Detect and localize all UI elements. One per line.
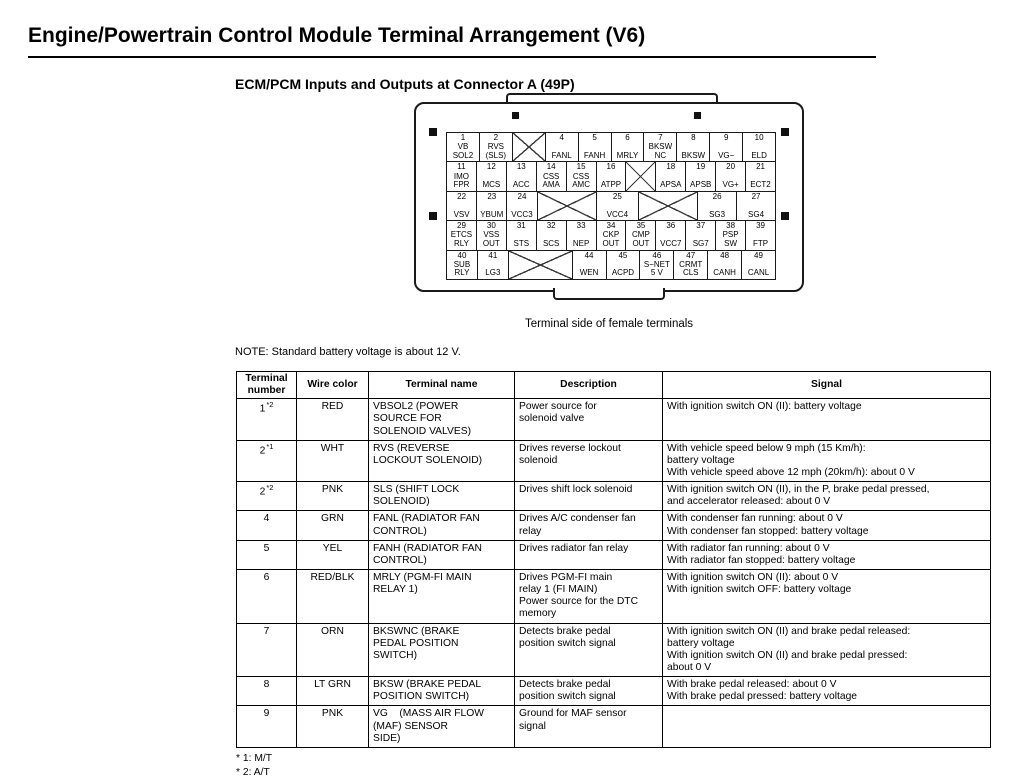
cell-terminal-name: MRLY (PGM-FI MAIN RELAY 1) bbox=[369, 569, 515, 623]
cell-wire-color: YEL bbox=[297, 540, 369, 569]
cell-signal: With radiator fan running: about 0 V With radiator fan stopped: battery voltage bbox=[663, 540, 991, 569]
terminal-cell-29 bbox=[446, 220, 477, 250]
terminal-number: 12 bbox=[486, 162, 496, 172]
table-row bbox=[237, 482, 991, 511]
terminal-number: 27 bbox=[751, 191, 761, 201]
terminal-label: VCC7 bbox=[660, 239, 682, 248]
terminal-table-section bbox=[236, 371, 990, 780]
terminal-number: 2 bbox=[493, 133, 499, 142]
terminal-cell-2 bbox=[479, 132, 513, 162]
cell-terminal-name: SLS (SHIFT LOCK SOLENOID) bbox=[369, 482, 515, 511]
terminal-cell-15 bbox=[566, 161, 597, 191]
terminal-number: 37 bbox=[696, 221, 706, 231]
terminal-cell-6 bbox=[611, 132, 645, 162]
table-row bbox=[237, 706, 991, 747]
terminal-label: SG7 bbox=[692, 239, 709, 248]
cell-wire-color: RED/BLK bbox=[297, 569, 369, 623]
header-terminal-name: Terminal name bbox=[369, 372, 515, 399]
terminal-row bbox=[446, 250, 776, 280]
terminal-row bbox=[446, 220, 776, 250]
terminal-number: 14 bbox=[546, 162, 556, 172]
terminal-label: BKSW NC bbox=[648, 142, 673, 160]
connector-heading: ECM/PCM Inputs and Outputs at Connector A (49P) bbox=[235, 76, 575, 92]
unused-terminal-cell bbox=[537, 191, 597, 221]
terminal-label: VSS OUT bbox=[482, 230, 500, 248]
terminal-cell-30 bbox=[476, 220, 507, 250]
terminal-number: 39 bbox=[756, 221, 765, 231]
terminal-number: 5 bbox=[592, 133, 597, 142]
terminal-label: MCS bbox=[482, 180, 501, 190]
terminal-cell-38 bbox=[715, 220, 746, 250]
terminal-label: S−NET 5 V bbox=[643, 259, 670, 278]
terminal-number: 9 bbox=[723, 133, 729, 142]
terminal-number: 40 bbox=[457, 250, 467, 260]
terminal-label: NEP bbox=[572, 239, 590, 248]
cell-terminal-number: 5 bbox=[237, 540, 297, 569]
terminal-label: CANH bbox=[713, 268, 736, 278]
terminal-cell-18 bbox=[655, 161, 686, 191]
cell-wire-color: LT GRN bbox=[297, 677, 369, 706]
cell-terminal-name: BKSWNC (BRAKE PEDAL POSITION SWITCH) bbox=[369, 623, 515, 677]
cell-terminal-number: 2$^{*2}$ bbox=[237, 482, 297, 511]
cell-signal: With ignition switch ON (II) and brake pedal released: battery voltage With ignition switch ON (II) and brake pedal pressed: about 0 V bbox=[663, 623, 991, 677]
cell-terminal-number: 4 bbox=[237, 511, 297, 540]
terminal-number: 41 bbox=[488, 250, 498, 260]
terminal-label: APSA bbox=[660, 180, 682, 190]
terminal-cell-7 bbox=[643, 132, 677, 162]
terminal-number: 21 bbox=[756, 162, 765, 172]
terminal-label: IMO FPR bbox=[453, 171, 470, 190]
terminal-cell-11 bbox=[446, 161, 477, 191]
terminal-number: 33 bbox=[576, 221, 586, 231]
connector-clip-right-bottom bbox=[781, 212, 789, 220]
table-row bbox=[237, 623, 991, 677]
cell-signal: With ignition switch ON (II): about 0 V With ignition switch OFF: battery voltage bbox=[663, 569, 991, 623]
terminal-cell-32 bbox=[536, 220, 567, 250]
terminal-label: ETCS RLY bbox=[450, 230, 473, 248]
cell-terminal-name: VBSOL2 (POWER SOURCE FOR SOLENOID VALVES) bbox=[369, 399, 515, 440]
terminal-cell-12 bbox=[476, 161, 507, 191]
terminal-cell-36 bbox=[655, 220, 686, 250]
terminal-number: 6 bbox=[625, 133, 630, 142]
terminal-label: SG3 bbox=[709, 209, 726, 219]
terminal-cell-13 bbox=[506, 161, 537, 191]
cell-terminal-name: FANL (RADIATOR FAN CONTROL) bbox=[369, 511, 515, 540]
terminal-footnote-marker: *2 bbox=[266, 483, 274, 493]
connector-clip-left-top bbox=[429, 128, 437, 136]
terminal-cell-41 bbox=[477, 250, 509, 280]
terminal-label: CMP OUT bbox=[632, 230, 650, 248]
cell-description: Drives shift lock solenoid bbox=[515, 482, 663, 511]
terminal-number: 48 bbox=[720, 250, 730, 260]
connector-clip-top-left bbox=[512, 112, 519, 119]
terminal-number: 8 bbox=[691, 133, 696, 142]
terminal-cell-31 bbox=[506, 220, 537, 250]
terminal-number: 11 bbox=[457, 162, 466, 172]
terminal-cell-44 bbox=[572, 250, 607, 280]
terminal-label: APSB bbox=[690, 180, 712, 190]
cell-terminal-number: 2$^{*1}$ bbox=[237, 440, 297, 481]
terminal-cell-5 bbox=[578, 132, 612, 162]
note-text: NOTE: Standard battery voltage is about 12 V. bbox=[235, 346, 461, 358]
terminal-label: SG4 bbox=[748, 209, 765, 219]
terminal-number: 20 bbox=[726, 162, 736, 172]
terminal-label: SCS bbox=[542, 239, 560, 248]
terminal-footnote-marker: *2 bbox=[266, 400, 274, 410]
terminal-cell-26 bbox=[697, 191, 737, 221]
cell-description: Power source for solenoid valve bbox=[515, 399, 663, 440]
terminal-cell-45 bbox=[606, 250, 641, 280]
terminal-cell-37 bbox=[685, 220, 716, 250]
terminal-number: 1 bbox=[460, 133, 466, 142]
terminal-cell-9 bbox=[709, 132, 743, 162]
terminal-label: ATPP bbox=[600, 180, 622, 190]
terminal-cell-39 bbox=[745, 220, 776, 250]
terminal-cell-20 bbox=[715, 161, 746, 191]
table-row bbox=[237, 440, 991, 481]
connector-bottom-tab bbox=[553, 288, 665, 300]
terminal-number: 47 bbox=[686, 250, 696, 260]
cell-wire-color: PNK bbox=[297, 706, 369, 747]
cell-signal: With brake pedal released: about 0 V With brake pedal pressed: battery voltage bbox=[663, 677, 991, 706]
terminal-row bbox=[446, 161, 776, 191]
terminal-number: 16 bbox=[606, 162, 616, 172]
cell-description: Drives radiator fan relay bbox=[515, 540, 663, 569]
terminal-label: CKP OUT bbox=[602, 230, 620, 248]
terminal-number: 44 bbox=[584, 250, 594, 260]
terminal-label: YBUM bbox=[480, 209, 504, 219]
cell-terminal-number: 1$^{*2}$ bbox=[237, 399, 297, 440]
footnote-1: * 1: M/T bbox=[236, 752, 273, 764]
terminal-number: 32 bbox=[546, 221, 556, 231]
terminal-label: CSS AMC bbox=[572, 171, 590, 190]
terminal-row bbox=[446, 191, 776, 221]
table-header-row bbox=[237, 372, 991, 399]
cell-terminal-name: FANH (RADIATOR FAN CONTROL) bbox=[369, 540, 515, 569]
terminal-cell-21 bbox=[745, 161, 776, 191]
terminal-label: CSS AMA bbox=[542, 171, 560, 190]
header-description: Description bbox=[515, 372, 663, 399]
terminal-label: ACC bbox=[512, 180, 530, 190]
terminal-label: ELD bbox=[751, 150, 767, 160]
cell-terminal-number: 6 bbox=[237, 569, 297, 623]
terminal-number: 23 bbox=[487, 191, 497, 201]
terminal-number: 22 bbox=[457, 191, 467, 201]
unused-terminal-cell bbox=[638, 191, 698, 221]
cell-description: Drives reverse lockout solenoid bbox=[515, 440, 663, 481]
title-underline bbox=[28, 56, 876, 58]
terminal-number: 25 bbox=[612, 191, 622, 201]
terminal-number: 45 bbox=[618, 250, 628, 260]
terminal-cell-33 bbox=[566, 220, 597, 250]
terminal-number: 30 bbox=[486, 221, 496, 231]
cell-signal: With ignition switch ON (II): battery voltage bbox=[663, 399, 991, 440]
signal-table-body bbox=[237, 399, 991, 748]
terminal-label: VG− bbox=[718, 150, 735, 160]
terminal-number: 29 bbox=[457, 221, 466, 231]
terminal-label: VCC3 bbox=[511, 209, 533, 219]
cell-signal: With ignition switch ON (II), in the P, brake pedal pressed, and accelerator released: about 0 V bbox=[663, 482, 991, 511]
terminal-cell-47 bbox=[673, 250, 708, 280]
terminal-label: VSV bbox=[453, 209, 470, 219]
terminal-cell-27 bbox=[736, 191, 776, 221]
unused-terminal-cell bbox=[512, 132, 546, 162]
terminal-label: CRMT CLS bbox=[679, 259, 703, 278]
terminal-number: 18 bbox=[666, 162, 676, 172]
footnotes bbox=[236, 752, 990, 780]
terminal-label: ACPD bbox=[611, 268, 635, 278]
unused-terminal-cell bbox=[625, 161, 656, 191]
terminal-label: MRLY bbox=[616, 150, 639, 160]
terminal-label: STS bbox=[513, 239, 530, 248]
cell-wire-color: PNK bbox=[297, 482, 369, 511]
table-row bbox=[237, 540, 991, 569]
cell-signal: With condenser fan running: about 0 V With condenser fan stopped: battery voltage bbox=[663, 511, 991, 540]
table-row bbox=[237, 677, 991, 706]
terminal-number: 38 bbox=[726, 221, 736, 231]
header-signal: Signal bbox=[663, 372, 991, 399]
terminal-table bbox=[236, 371, 991, 748]
terminal-number: 19 bbox=[696, 162, 706, 172]
terminal-label: SUB RLY bbox=[453, 259, 471, 278]
terminal-cell-10 bbox=[742, 132, 776, 162]
terminal-cell-25 bbox=[596, 191, 639, 221]
connector-clip-left-bottom bbox=[429, 212, 437, 220]
terminal-grid bbox=[446, 132, 776, 280]
cell-terminal-name: VG (MASS AIR FLOW (MAF) SENSOR SIDE) bbox=[369, 706, 515, 747]
terminal-number: 46 bbox=[652, 250, 662, 260]
terminal-label: BKSW bbox=[681, 150, 706, 160]
terminal-cell-19 bbox=[685, 161, 716, 191]
terminal-number: 36 bbox=[666, 221, 676, 231]
terminal-cell-8 bbox=[676, 132, 710, 162]
terminal-number: 49 bbox=[754, 250, 763, 260]
terminal-cell-34 bbox=[596, 220, 627, 250]
cell-description: Drives PGM-FI main relay 1 (FI MAIN) Power source for the DTC memory bbox=[515, 569, 663, 623]
table-row bbox=[237, 511, 991, 540]
connector-clip-right-top bbox=[781, 128, 789, 136]
terminal-cell-49 bbox=[741, 250, 776, 280]
cell-wire-color: ORN bbox=[297, 623, 369, 677]
table-row bbox=[237, 569, 991, 623]
terminal-footnote-marker: *1 bbox=[266, 441, 274, 451]
terminal-number: 13 bbox=[516, 162, 526, 172]
terminal-label: FANH bbox=[583, 150, 606, 160]
terminal-cell-48 bbox=[707, 250, 742, 280]
cell-wire-color: GRN bbox=[297, 511, 369, 540]
terminal-label: VG+ bbox=[722, 180, 739, 190]
terminal-number: 35 bbox=[636, 221, 646, 231]
terminal-number: 31 bbox=[516, 221, 526, 231]
terminal-number: 26 bbox=[712, 191, 722, 201]
cell-terminal-number: 8 bbox=[237, 677, 297, 706]
terminal-cell-14 bbox=[536, 161, 567, 191]
terminal-row bbox=[446, 132, 776, 162]
terminal-label: VB SOL2 bbox=[452, 142, 474, 160]
terminal-cell-1 bbox=[446, 132, 480, 162]
cell-description: Detects brake pedal position switch signal bbox=[515, 623, 663, 677]
terminal-label: FTP bbox=[752, 239, 769, 248]
terminal-number: 10 bbox=[754, 133, 764, 142]
terminal-cell-40 bbox=[446, 250, 478, 280]
table-row bbox=[237, 399, 991, 440]
cell-terminal-number: 7 bbox=[237, 623, 297, 677]
terminal-label: FANL bbox=[551, 150, 572, 160]
terminal-label: VCC4 bbox=[606, 209, 629, 219]
cell-signal bbox=[663, 706, 991, 747]
terminal-cell-22 bbox=[446, 191, 477, 221]
terminal-cell-23 bbox=[476, 191, 507, 221]
terminal-cell-35 bbox=[625, 220, 656, 250]
terminal-cell-24 bbox=[506, 191, 537, 221]
terminal-cell-16 bbox=[596, 161, 627, 191]
cell-signal: With vehicle speed below 9 mph (15 Km/h): battery voltage With vehicle speed above 12 mph (20km/h): about 0 V bbox=[663, 440, 991, 481]
cell-terminal-number: 9 bbox=[237, 706, 297, 747]
page-title: Engine/Powertrain Control Module Terminal Arrangement (V6) bbox=[28, 24, 646, 47]
terminal-cell-46 bbox=[639, 250, 674, 280]
footnote-2: * 2: A/T bbox=[236, 766, 270, 778]
connector-clip-top-right bbox=[694, 112, 701, 119]
connector-diagram bbox=[414, 102, 804, 292]
header-wire-color: Wire color bbox=[297, 372, 369, 399]
terminal-number: 4 bbox=[559, 133, 564, 142]
terminal-label: RVS (SLS) bbox=[485, 142, 507, 160]
diagram-caption: Terminal side of female terminals bbox=[524, 318, 694, 330]
terminal-label: WEN bbox=[579, 268, 599, 278]
cell-wire-color: RED bbox=[297, 399, 369, 440]
terminal-label: CANL bbox=[747, 268, 770, 278]
cell-terminal-name: RVS (REVERSE LOCKOUT SOLENOID) bbox=[369, 440, 515, 481]
terminal-label: PSP SW bbox=[722, 230, 739, 248]
cell-terminal-name: BKSW (BRAKE PEDAL POSITION SWITCH) bbox=[369, 677, 515, 706]
terminal-number: 34 bbox=[606, 221, 616, 231]
terminal-cell-4 bbox=[545, 132, 579, 162]
cell-description: Detects brake pedal position switch signal bbox=[515, 677, 663, 706]
terminal-number: 7 bbox=[658, 133, 663, 142]
terminal-label: LG3 bbox=[485, 268, 501, 278]
cell-description: Ground for MAF sensor signal bbox=[515, 706, 663, 747]
terminal-label: ECT2 bbox=[750, 180, 771, 190]
terminal-number: 24 bbox=[517, 191, 527, 201]
unused-terminal-cell bbox=[508, 250, 573, 280]
cell-description: Drives A/C condenser fan relay bbox=[515, 511, 663, 540]
terminal-number: 15 bbox=[576, 162, 586, 172]
header-terminal-number: Terminal number bbox=[237, 372, 297, 399]
cell-wire-color: WHT bbox=[297, 440, 369, 481]
